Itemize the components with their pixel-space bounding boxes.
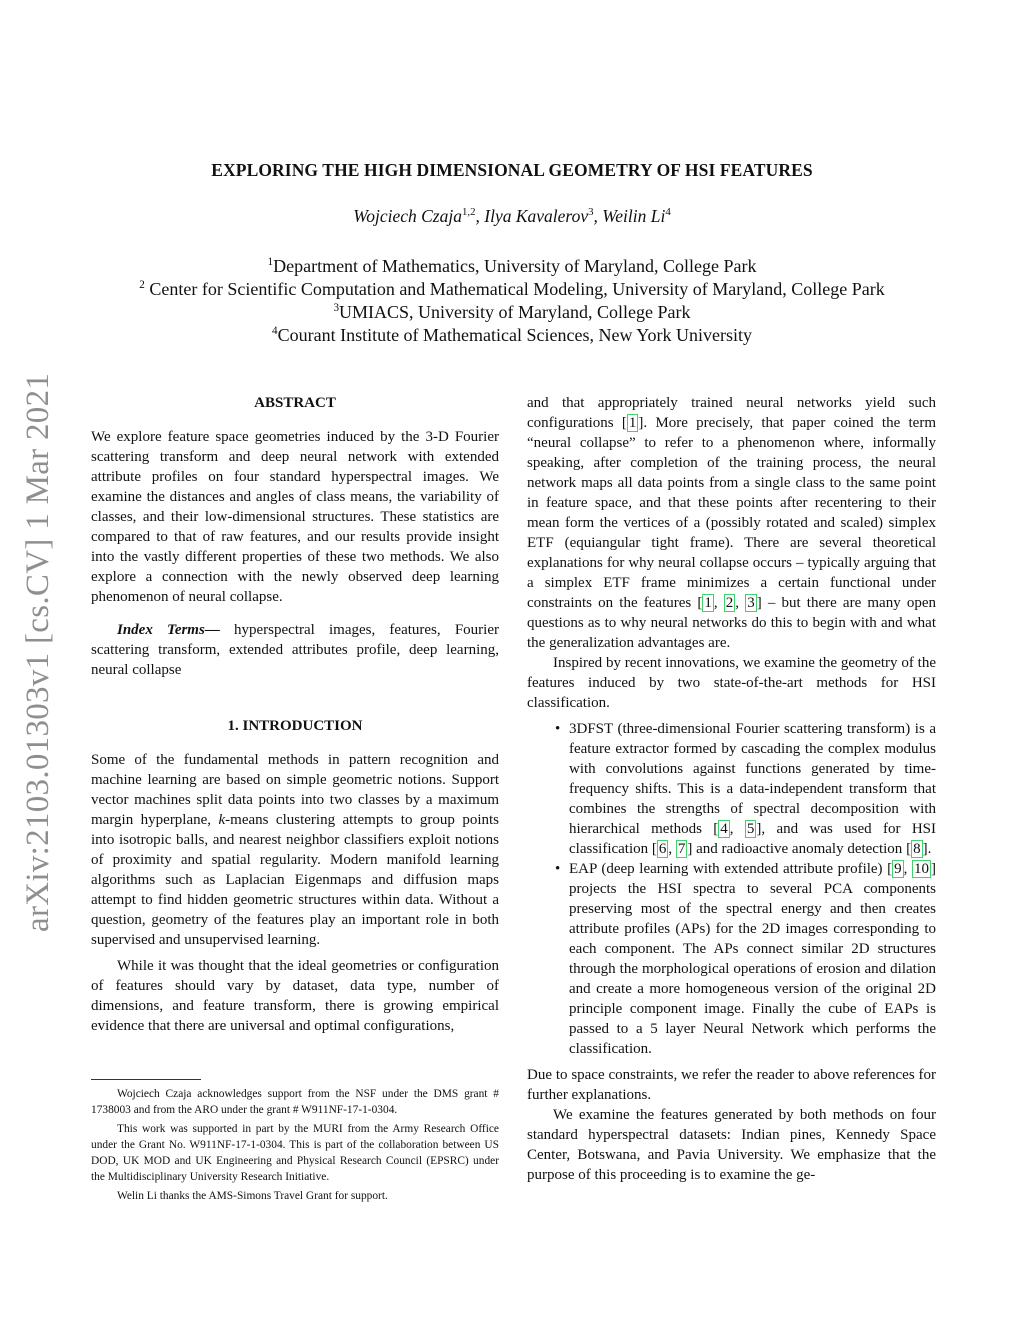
affiliation-list — [0, 255, 1024, 347]
left-column — [91, 393, 499, 1036]
affiliation-line: $^2$ Center for Scientific Computation and Mathematical Modeling, University of Maryland, College Park — [139, 279, 885, 299]
list-item: • 3DFST (three-dimensional Fourier scattering transform) is a feature extractor formed by cascading the complex modulus with convolutions against functions generated by time-frequency shifts. This is a data-independent transform that combines the strengths of spectral decomposition with hierarchical methods [ 4 , 5 ], and was used for HSI classification [ 6 , 7 ] and radioactive anomaly detection [ 8 ]. — [569, 719, 936, 859]
footnotes — [91, 1086, 499, 1207]
affiliation-line: $^1$Department of Mathematics, University of Maryland, College Park — [267, 256, 757, 276]
paper-title: EXPLORING THE HIGH DIMENSIONAL GEOMETRY OF HSI FEATURES — [211, 160, 813, 180]
affiliation-line: $^4$Courant Institute of Mathematical Sciences, New York University — [272, 325, 752, 345]
index-terms: Index Terms— hyperspectral images, features, Fourier scattering transform, extended attributes profile, deep learning, neural collapse — [91, 622, 499, 678]
author-name: Wojciech Czaja — [353, 206, 462, 226]
author-affiliation: 3 — [588, 206, 594, 219]
body-paragraph: We examine the features generated by both methods on four standard hyperspectral datasets: Indian pines, Kennedy Space Center, Botswana, and Pavia University. We emphasize that the purpose of this proceeding is to examine the ge- — [527, 1107, 936, 1183]
footnote-rule — [91, 1079, 201, 1080]
intro-paragraph: While it was thought that the ideal geometries or configuration of features should vary by dataset, data type, number of dimensions, and feature transform, there is growing empirical evidence that there are universal and optimal configurations, — [91, 958, 499, 1034]
body-paragraph: Due to space constraints, we refer the reader to above references for further explanations. — [527, 1067, 936, 1103]
arxiv-stamp: arXiv:2103.01303v1 [cs.CV] 1 Mar 2021 — [20, 372, 56, 932]
list-item: • EAP (deep learning with extended attribute profile) [ 9 , 10 ] projects the HSI spectra to several PCA components preserving most of the spectral energy and then creates attribute profiles (APs) for the 2D images corresponding to each component. The APs connect similar 2D structures through the morphological operations of erosion and dilation and create a more homogeneous version of the original 2D principle component image. Finally the cube of EAPs is passed to a 5 layer Neural Network which performs the classification. — [569, 859, 936, 1059]
author-list: Wojciech Czaja$^{1,2}$, Ilya Kavalerov$^3$, Weilin Li$^4$ — [353, 206, 671, 226]
index-terms-label: Index Terms— — [117, 622, 220, 638]
method-list — [527, 719, 936, 1059]
citation-link[interactable]: 8 — [913, 841, 921, 857]
footnote: Welin Li thanks the AMS-Simons Travel Grant for support. — [117, 1190, 388, 1202]
footnote: Wojciech Czaja acknowledges support from the NSF under the DMS grant # 1738003 and from the ARO under the grant # W911NF-17-1-0304. — [91, 1088, 499, 1116]
introduction-heading: 1. INTRODUCTION — [227, 718, 363, 734]
citation-link[interactable]: 9 — [894, 861, 902, 877]
intro-paragraph: Some of the fundamental methods in pattern recognition and machine learning are based on simple geometric notions. Support vector machines split data points into two classes by a maximum margin hyperplane, k-means clustering attempts to group points into isotropic balls, and nearest neighbor classifiers exploit notions of proximity and spatial regularity. Modern manifold learning algorithms such as Laplacian Eigenmaps and diffusion maps attempt to find hidden geometric structures within data. Without a question, geometry of the features play an important role in both supervised and unsupervised learning. — [91, 752, 500, 948]
footnote: This work was supported in part by the MURI from the Army Research Office under the Grant No. W911NF-17-1-0304. This is part of the collaboration between US DOD, UK MOD and UK Engineering and Physical Research Council (EPSRC) under the Multidisciplinary University Research Initiative. — [91, 1123, 499, 1183]
citation-link[interactable]: 5 — [746, 821, 755, 837]
citation-link[interactable]: 4 — [720, 821, 728, 837]
abstract-heading: ABSTRACT — [254, 395, 336, 411]
citation-link[interactable]: 6 — [658, 841, 667, 857]
citation-link[interactable]: 3 — [747, 595, 755, 611]
body-paragraph: and that appropriately trained neural networks yield such configurations [ 1 ]. More precisely, that paper coined the term “neural collapse” to refer to a phenomenon where, informally speaking, after completion of the training process, the neural network maps all data points from a single class to the same point in feature space, and that these points after recentering to their mean form the vertices of a (possibly rotated and scaled) simplex ETF (equiangular tight frame). There are several theoretical explanations for why neural collapse occurs – typically arguing that a simplex ETF frame minimizes a certain functional under constraints on the features [ 1 , 2 , 3 ] – but there are many open questions as to why neural networks do this to begin with and what the generalization advantages are. — [527, 395, 937, 651]
citation-link[interactable]: 1 — [704, 595, 712, 611]
abstract-text: We explore feature space geometries induced by the 3-D Fourier scattering transform and deep neural network with extended attribute profiles on four standard hyperspectral images. We examine the distances and angles of class means, the variability of classes, and their low-dimensional structures. These statistics are compared to that of raw features, and our results provide insight into the vastly different properties of these two methods. We also explore a connection with the newly observed deep learning phenomenon of neural collapse. — [91, 429, 499, 605]
author-name: Weilin Li — [602, 206, 666, 226]
math-variable: k — [218, 812, 226, 828]
citation-link[interactable]: 2 — [725, 595, 734, 611]
right-column — [527, 393, 936, 1185]
author-name: Ilya Kavalerov — [484, 206, 589, 226]
body-paragraph: Inspired by recent innovations, we examine the geometry of the features induced by two state-of-the-art methods for HSI classification. — [527, 655, 936, 711]
author-affiliation: 4 — [665, 206, 671, 219]
affiliation-line: $^3$UMIACS, University of Maryland, College Park — [333, 302, 691, 322]
citation-link[interactable]: 1 — [628, 415, 637, 431]
citation-link[interactable]: 7 — [677, 841, 686, 857]
author-affiliation: 1,2 — [461, 206, 476, 219]
citation-link[interactable]: 10 — [914, 861, 929, 877]
